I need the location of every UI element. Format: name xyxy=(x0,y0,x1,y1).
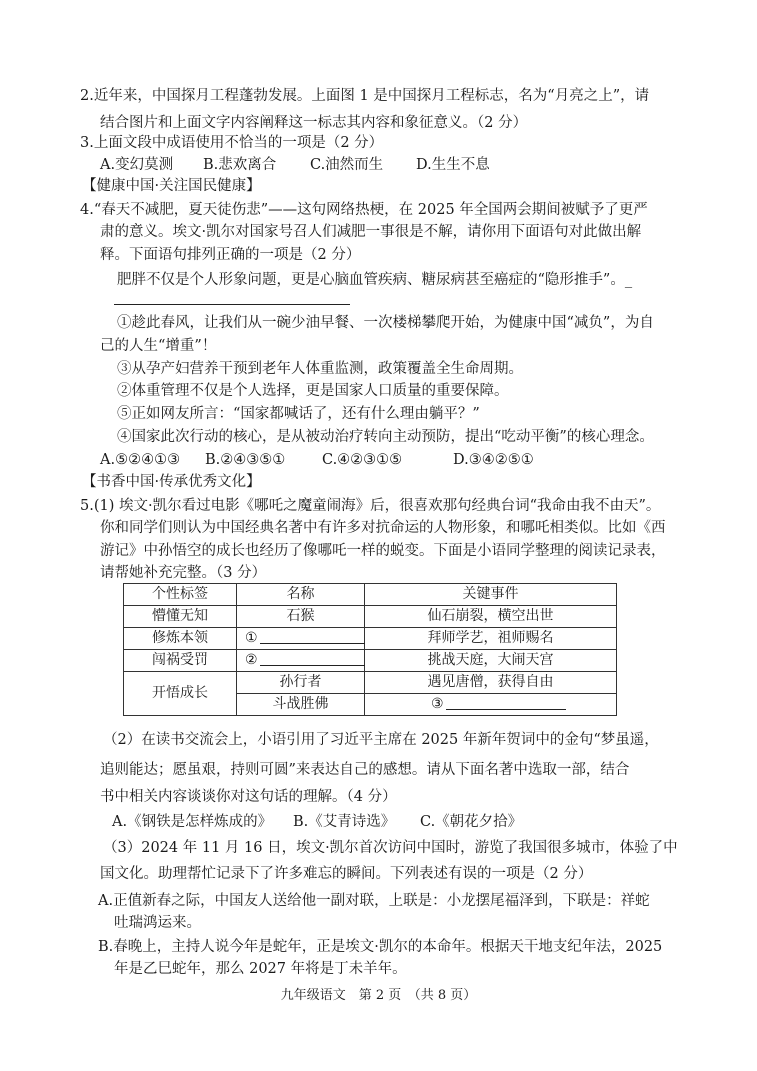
q5-line3: 游记》中孙悟空的成长也经历了像哪吒一样的蜕变。下面是小语同学整理的阅读记录表， xyxy=(100,543,666,559)
q5-line4: 请帮她补充完整。（3 分） xyxy=(100,565,267,581)
table-cell: 懵懂无知 xyxy=(124,606,237,628)
q5-part3-option-b-line1: B.春晚上，主持人说今年是蛇年，正是埃文·凯尔的本命年。根据天干地支纪年法，2025 xyxy=(98,939,663,955)
blank-marker: ③ xyxy=(431,696,444,712)
q3-option-b: B.悲欢离合 xyxy=(203,157,277,173)
table-cell: 闯祸受罚 xyxy=(124,650,237,672)
q3-option-d: D.生生不息 xyxy=(416,157,490,173)
q5-part2-line3: 书中相关内容谈谈你对这句话的理解。（4 分） xyxy=(100,789,397,805)
table-cell: 斗战胜佛 xyxy=(237,694,365,716)
page-footer: 九年级语文 第 2 页 （共 8 页） xyxy=(280,988,477,1003)
q4-option-c: C.④②③①⑤ xyxy=(322,452,403,468)
q5-part2-option-c: C.《朝花夕拾》 xyxy=(420,814,523,830)
q4-sentence-3: ③从孕产妇营养干预到老年人体重监测，政策覆盖全生命周期。 xyxy=(117,361,523,377)
q4-sentence-1a: ①趁此春风，让我们从一碗少油早餐、一次楼梯攀爬开始，为健康中国“减负”，为自 xyxy=(117,315,654,331)
q5-line2: 你和同学们则认为中国经典名著中有许多对抗命运的人物形象，和哪吒相类似。比如《西 xyxy=(100,520,666,536)
table-cell: 拜师学艺，祖师赐名 xyxy=(365,628,617,650)
q5-part3-line1: （3）2024 年 11 月 16 日，埃文·凯尔首次访问中国时，游览了我国很多城市，体验了中 xyxy=(103,840,678,856)
table-cell: 挑战天庭，大闹天宫 xyxy=(365,650,617,672)
q3-stem: 3.上面文段中成语使用不恰当的一项是（2 分） xyxy=(80,135,384,151)
table-header-cell: 名称 xyxy=(237,584,365,606)
q5-part2-line1: （2）在读书交流会上，小语引用了习近平主席在 2025 年新年贺词中的金句“梦虽遥， xyxy=(103,732,659,748)
q5-part3-option-b-line2: 年是乙巳蛇年，那么 2027 年将是丁未羊年。 xyxy=(114,961,407,977)
answer-blank[interactable] xyxy=(446,695,566,710)
table-cell: 修炼本领 xyxy=(124,628,237,650)
answer-blank[interactable] xyxy=(260,651,365,666)
q4-option-a: A.⑤②④①③ xyxy=(100,452,181,468)
q5-part3-option-a-line2: 吐瑞鸿运来。 xyxy=(114,915,201,931)
table-cell: 仙石崩裂，横空出世 xyxy=(365,606,617,628)
reading-record-table xyxy=(123,583,617,716)
section-health-heading: 【健康中国·关注国民健康】 xyxy=(82,178,261,194)
section-books-heading: 【书香中国·传承优秀文化】 xyxy=(82,474,261,490)
table-row xyxy=(124,650,617,672)
answer-blank[interactable] xyxy=(260,629,365,644)
blank-marker: ① xyxy=(245,630,258,646)
table-header-cell: 关键事件 xyxy=(365,584,617,606)
q5-line1: 5.(1) 埃文·凯尔看过电影《哪吒之魔童闹海》后，很喜欢那句经典台词“我命由我不由天”。 xyxy=(80,498,661,514)
q4-option-b: B.②④③⑤① xyxy=(205,452,286,468)
q4-sentence-1b: 己的人生“增重”！ xyxy=(100,338,217,354)
q4-sentence-4: ④国家此次行动的核心，是从被动治疗转向主动预防，提出“吃动平衡”的核心理念。 xyxy=(117,429,654,445)
q4-option-d: D.③④②⑤① xyxy=(453,452,534,468)
table-header-cell: 个性标签 xyxy=(124,584,237,606)
q4-sentence-5: ⑤正如网友所言：“国家都喊话了，还有什么理由躺平？” xyxy=(117,406,480,422)
table-row xyxy=(124,606,617,628)
table-cell: 孙行者 xyxy=(237,672,365,694)
table-cell: 石猴 xyxy=(237,606,365,628)
q5-part2-option-b: B.《艾青诗选》 xyxy=(293,814,396,830)
blank-cell-1[interactable] xyxy=(237,628,365,650)
q4-lead-sentence: 肥胖不仅是个人形象问题，更是心脑血管疾病、糖尿病甚至癌症的“隐形推手”。_ xyxy=(117,272,633,288)
q4-answer-line xyxy=(114,304,350,305)
q2-line1: 2.近年来，中国探月工程蓬勃发展。上面图 1 是中国探月工程标志，名为“月亮之上”，请 xyxy=(80,88,650,104)
q3-option-c: C.油然而生 xyxy=(310,157,384,173)
q4-line1: 4.“春天不减肥，夏天徒伤悲”——这句网络热梗，在 2025 年全国两会期间被赋予了更严 xyxy=(80,202,648,218)
table-cell: 遇见唐僧，获得自由 xyxy=(365,672,617,694)
q4-line3: 释。下面语句排列正确的一项是（2 分） xyxy=(100,247,361,263)
q4-sentence-2: ②体重管理不仅是个人选择，更是国家人口质量的重要保障。 xyxy=(117,383,509,399)
q2-line2: 结合图片和上面文字内容阐释这一标志其内容和象征意义。（2 分） xyxy=(100,115,528,131)
blank-marker: ② xyxy=(245,652,258,668)
q3-option-a: A.变幻莫测 xyxy=(100,157,174,173)
blank-cell-3[interactable] xyxy=(365,694,617,716)
table-cell: 开悟成长 xyxy=(124,672,237,716)
q5-part3-option-a-line1: A.正值新春之际，中国友人送给他一副对联，上联是：小龙摆尾福泽到，下联是：祥蛇 xyxy=(98,893,650,909)
q5-part3-line2: 国文化。助理帮忙记录下了许多难忘的瞬间。下列表述有误的一项是（2 分） xyxy=(100,866,593,882)
table-row xyxy=(124,672,617,694)
table-header-row xyxy=(124,584,617,606)
q5-part2-option-a: A.《钢铁是怎样炼成的》 xyxy=(112,814,273,830)
q5-part2-line2: 追则能达；愿虽艰，持则可圆”来表达自己的感想。请从下面名著中选取一部，结合 xyxy=(100,762,630,778)
blank-cell-2[interactable] xyxy=(237,650,365,672)
q4-line2: 肃的意义。埃文·凯尔对国家号召人们减肥一事很是不解，请你用下面语句对此做出解 xyxy=(100,224,642,240)
table-row xyxy=(124,628,617,650)
